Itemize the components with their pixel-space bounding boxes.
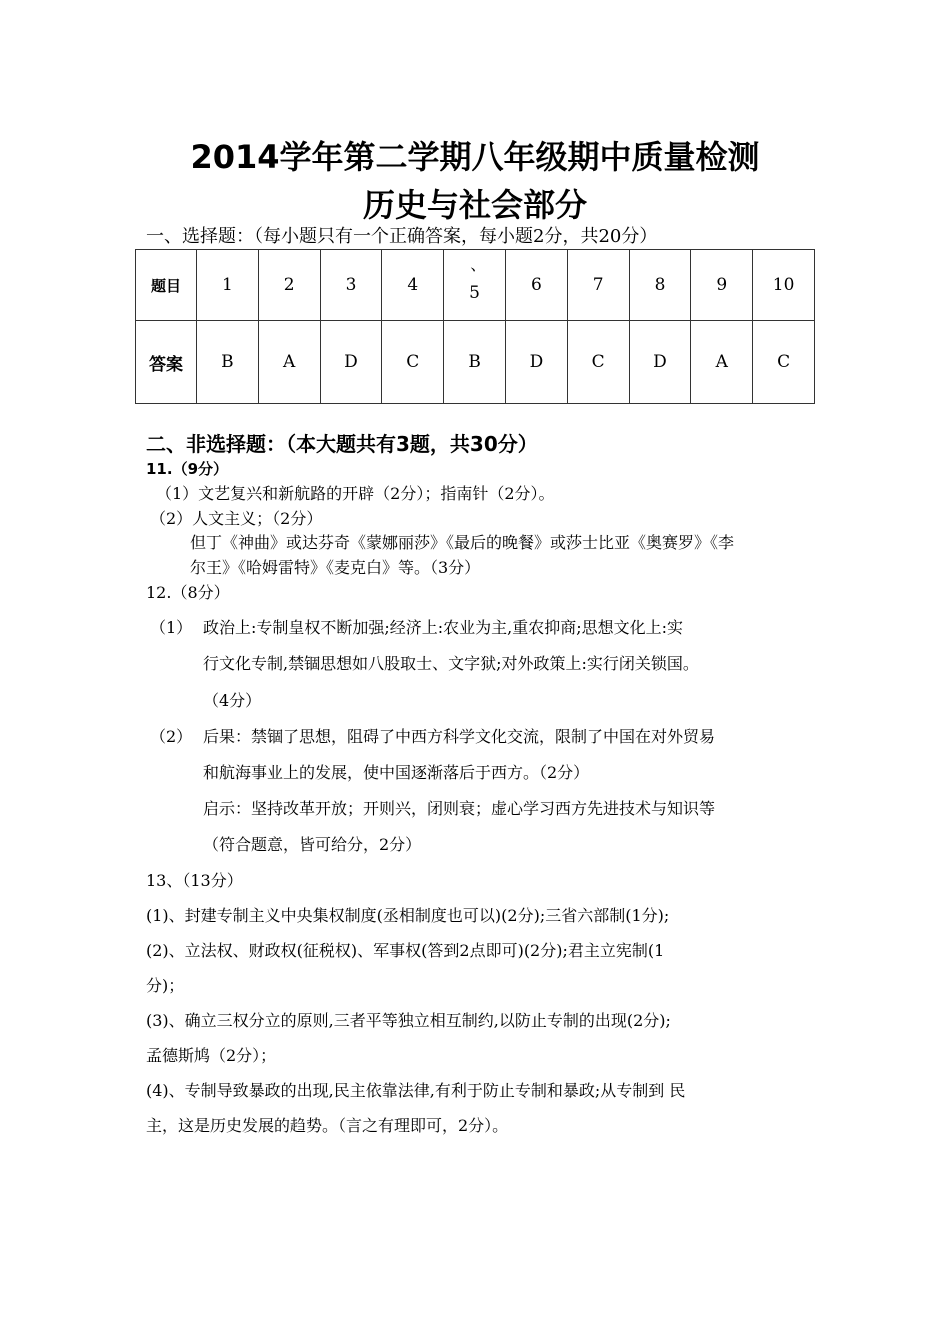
q13-line: 主，这是历史发展的趋势。（言之有理即可，2分）。 bbox=[146, 1116, 509, 1135]
question-number: 6 bbox=[505, 250, 567, 321]
q13-line: (1)、封建专制主义中央集权制度(丞相制度也可以)(2分);三省六部制(1分); bbox=[146, 906, 670, 925]
question-number: 2 bbox=[258, 250, 320, 321]
answer-table bbox=[135, 249, 815, 404]
question-number: 7 bbox=[567, 250, 629, 321]
question-number: 4 bbox=[382, 250, 444, 321]
answer-cell: C bbox=[753, 321, 815, 404]
answer-cell: C bbox=[567, 321, 629, 404]
q13-line: (2)、立法权、财政权(征税权)、军事权(答到2点即可)(2分);君主立宪制(1 bbox=[146, 941, 665, 960]
answer-cell: B bbox=[444, 321, 506, 404]
answer-cell: D bbox=[505, 321, 567, 404]
question-number: 3 bbox=[320, 250, 382, 321]
question-number: 8 bbox=[629, 250, 691, 321]
q13-line: 分)； bbox=[146, 976, 185, 995]
question-number: 1 bbox=[197, 250, 259, 321]
q11-header: 11.（9分） bbox=[146, 460, 229, 478]
q11-line: （2）人文主义；（2分） bbox=[150, 509, 323, 528]
q12-line: 后果：禁锢了思想，阻碍了中西方科学文化交流，限制了中国在对外贸易 bbox=[203, 727, 716, 746]
section1-heading: 一、选择题：（每小题只有一个正确答案，每小题2分，共20分） bbox=[146, 226, 658, 247]
section2-heading: 二、非选择题：（本大题共有3题，共30分） bbox=[146, 432, 538, 456]
answer-cell: C bbox=[382, 321, 444, 404]
q12-line: （4分） bbox=[203, 691, 262, 710]
q12-part-number: （2） bbox=[150, 727, 193, 746]
question-row-header: 题目 bbox=[136, 250, 197, 321]
q13-line: 孟德斯鸠（2分）； bbox=[146, 1046, 277, 1065]
question-number-cell bbox=[444, 250, 506, 321]
q11-line: （1）文艺复兴和新航路的开辟（2分）；指南针（2分）。 bbox=[156, 484, 555, 503]
q12-line: 启示：坚持改革开放；开则兴，闭则衰；虚心学习西方先进技术与知识等 bbox=[203, 799, 716, 818]
q11-line: 尔王》《哈姆雷特》《麦克白》等。（3分） bbox=[190, 558, 481, 577]
document-subtitle: 历史与社会部分 bbox=[362, 186, 587, 224]
q12-line: 行文化专制,禁锢思想如八股取士、文字狱;对外政策上:实行闭关锁国。 bbox=[203, 654, 699, 673]
answer-cell: D bbox=[320, 321, 382, 404]
document-title: 2014学年第二学期八年级期中质量检测 bbox=[190, 138, 760, 176]
answer-cell: A bbox=[258, 321, 320, 404]
question5-mark: 、 bbox=[470, 255, 487, 274]
answer-row bbox=[136, 321, 815, 404]
answer-row-header: 答案 bbox=[136, 321, 197, 404]
q12-part-number: （1） bbox=[150, 618, 193, 637]
q12-header: 12.（8分） bbox=[146, 583, 230, 602]
answer-cell: B bbox=[197, 321, 259, 404]
q11-line: 但丁《神曲》或达芬奇《蒙娜丽莎》《最后的晚餐》或莎士比亚《奥赛罗》《李 bbox=[190, 533, 735, 552]
question-number: 10 bbox=[753, 250, 815, 321]
question-number: 5 bbox=[469, 283, 480, 303]
q13-line: (3)、确立三权分立的原则,三者平等独立相互制约,以防止专制的出现(2分); bbox=[146, 1011, 671, 1030]
answer-cell: A bbox=[691, 321, 753, 404]
q12-line: （符合题意，皆可给分，2分） bbox=[203, 835, 422, 854]
q13-header: 13、（13分） bbox=[146, 871, 243, 890]
question-row bbox=[136, 250, 815, 321]
q13-line: (4)、专制导致暴政的出现,民主依靠法律,有利于防止专制和暴政;从专制到 民 bbox=[146, 1081, 686, 1100]
q12-line: 政治上:专制皇权不断加强;经济上:农业为主,重农抑商;思想文化上:实 bbox=[203, 618, 684, 637]
q12-line: 和航海事业上的发展，使中国逐渐落后于西方。（2分） bbox=[203, 763, 590, 782]
question-number: 9 bbox=[691, 250, 753, 321]
answer-cell: D bbox=[629, 321, 691, 404]
